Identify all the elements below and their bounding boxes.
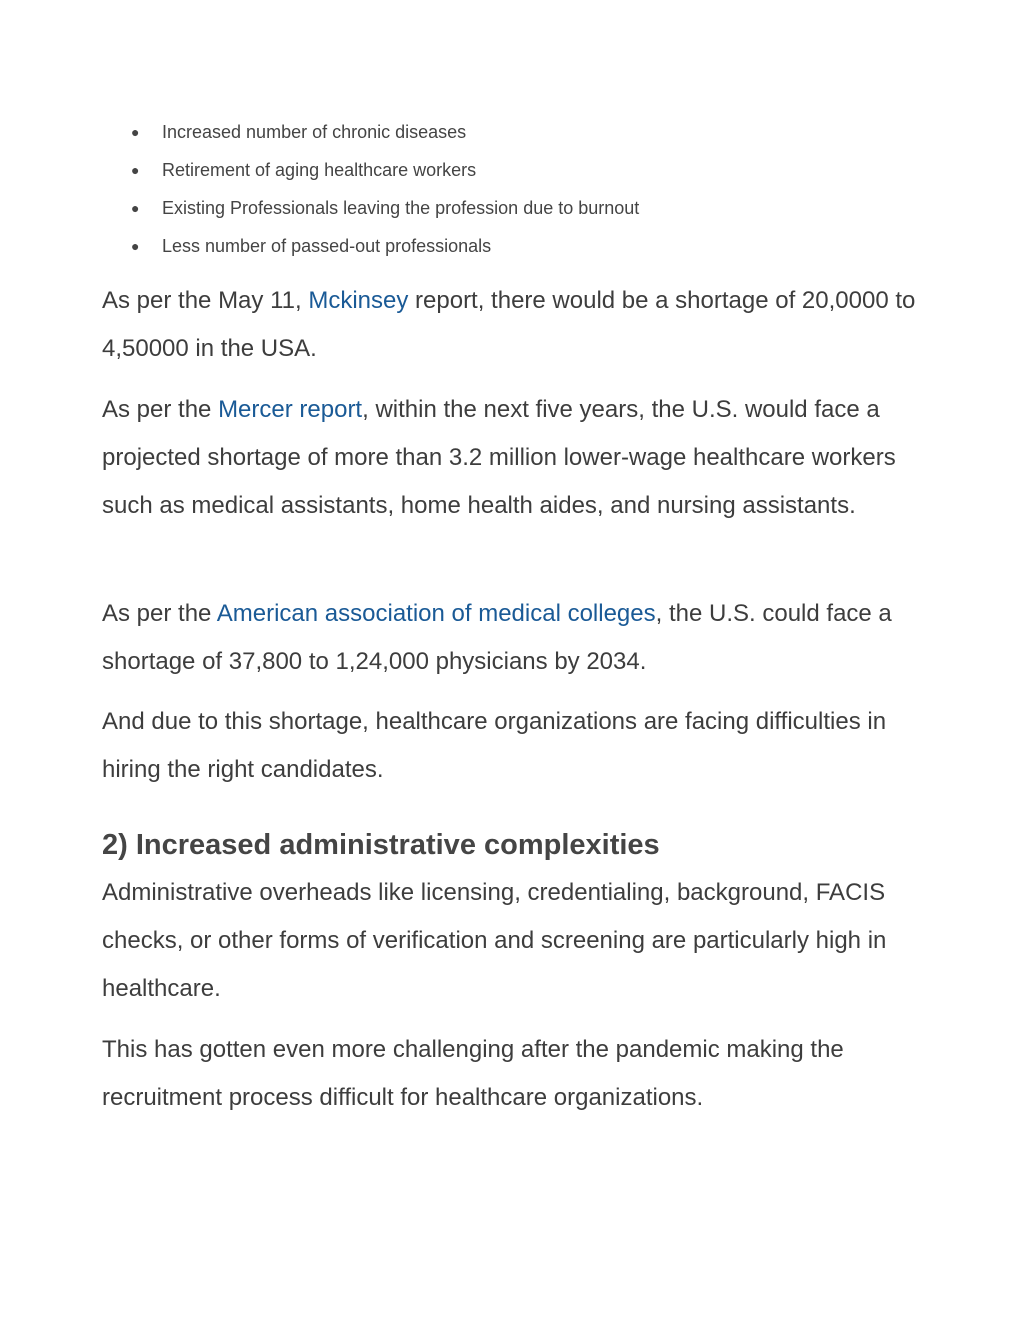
mercer-after: , within the next five years, the U.S. would face a projected shortage of more than 3.2 million lower-wage healthcare workers such as medical assistants, home health aides, and nursing assistants. (102, 396, 896, 519)
list-item (0, 151, 1024, 189)
bullet-icon: ● (131, 162, 140, 178)
list-item (0, 227, 1024, 265)
bullet-icon: ● (131, 200, 140, 216)
mercer-before: As per the (102, 396, 219, 423)
aamc-before: As per the (102, 600, 217, 627)
list-item (0, 189, 1024, 227)
aamc-link[interactable]: American association of medical colleges (216, 600, 656, 627)
mckinsey-paragraph (102, 277, 932, 373)
mercer-report-link[interactable]: Mercer report (218, 396, 363, 423)
list-item (0, 113, 1024, 151)
aamc-paragraph (102, 590, 932, 686)
pandemic-paragraph: This has gotten even more challenging after the pandemic making the recruitment process difficult for healthcare organizations. (102, 1036, 844, 1111)
bullet-text: Retirement of aging healthcare workers (162, 160, 477, 180)
mckinsey-before: As per the May 11, (102, 287, 309, 314)
admin-overheads-paragraph: Administrative overheads like licensing, credentialing, background, FACIS checks, or other forms of verification and screening are particularly high in healthcare. (102, 879, 887, 1002)
mckinsey-link[interactable]: Mckinsey (308, 287, 409, 314)
mckinsey-after: report, there would be a shortage of 20,0000 to 4,50000 in the USA. (102, 287, 916, 362)
aamc-after: , the U.S. could face a shortage of 37,800 to 1,24,000 physicians by 2034. (102, 600, 892, 675)
bullet-text: Increased number of chronic diseases (162, 122, 467, 142)
mercer-paragraph (102, 386, 932, 530)
bullet-icon: ● (131, 238, 140, 254)
bullet-icon: ● (131, 124, 140, 140)
section-heading: 2) Increased administrative complexities (102, 829, 660, 861)
shortage-paragraph: And due to this shortage, healthcare organizations are facing difficulties in hiring the right candidates. (102, 708, 887, 783)
bullet-text: Less number of passed-out professionals (162, 236, 492, 256)
bullet-list (0, 113, 1024, 265)
bullet-text: Existing Professionals leaving the profession due to burnout (162, 198, 640, 218)
